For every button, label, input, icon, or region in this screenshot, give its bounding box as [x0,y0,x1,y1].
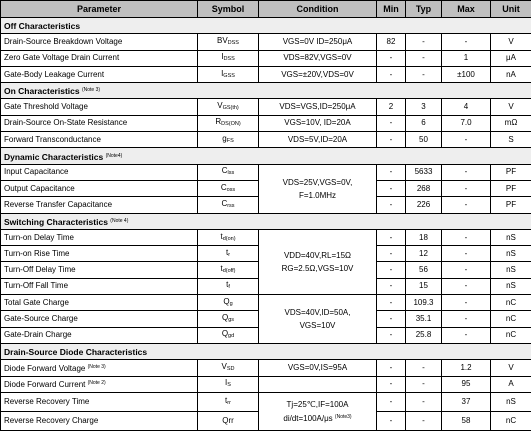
symbol-sub: g [229,300,233,307]
param-cell: Reverse Recovery Time [1,392,198,411]
symbol-sub: rss [227,202,235,209]
symbol-sub: SD [226,365,235,372]
condition-cell: VDS=82V,VGS=0V [259,50,377,66]
typ-cell: 35.1 [406,311,442,327]
condition-line: RG=2.5Ω,VGS=10V [281,263,354,273]
typ-cell: 56 [406,262,442,278]
min-cell: - [377,50,406,66]
typ-cell: 3 [406,99,442,115]
section-title-text: On Characteristics [4,86,80,97]
typ-cell: - [406,411,442,430]
min-cell: - [377,229,406,245]
param-text: Diode Forward Voltage [4,363,86,373]
max-cell: - [442,34,491,50]
min-cell: - [377,246,406,262]
symbol-sub: DSS [227,39,239,46]
min-cell: 82 [377,34,406,50]
max-cell: - [442,311,491,327]
symbol-main: I [221,68,224,78]
typ-cell: - [406,392,442,411]
typ-cell: 268 [406,180,442,196]
max-cell: 37 [442,392,491,411]
table-row [1,360,531,376]
table-row [1,295,531,311]
min-cell: - [377,311,406,327]
table-row [1,34,531,50]
param-note: (Note 2) [87,380,106,387]
min-cell: - [377,327,406,343]
min-cell: - [377,66,406,82]
param-cell: Gate Threshold Voltage [1,99,198,115]
condition-cell: VGS=10V, ID=20A [259,115,377,131]
min-cell: - [377,132,406,148]
condition-line: VDS=40V,ID=50A, [284,307,351,317]
max-cell: - [442,180,491,196]
table-row [1,50,531,66]
symbol-sub: gd [228,333,235,340]
unit-cell: PF [491,164,531,180]
param-cell: Turn-Off Fall Time [1,278,198,294]
typ-cell: 226 [406,197,442,213]
symbol-cell [198,295,259,311]
symbol-cell [198,50,259,66]
symbol-sub: d(off) [222,268,236,275]
max-cell: ±100 [442,66,491,82]
symbol-cell [198,327,259,343]
symbol-main: t [226,280,229,290]
param-cell: Reverse Transfer Capacitance [1,197,198,213]
condition-line: VDS=25V,VGS=0V, [282,177,353,187]
table-row [1,229,531,245]
typ-cell: 12 [406,246,442,262]
section-title [1,343,531,359]
symbol-sub: DSS [223,56,235,63]
unit-cell: V [491,34,531,50]
symbol-main: Q [221,329,229,339]
param-cell [1,360,198,376]
symbol-cell [198,311,259,327]
section-dynamic [1,148,531,164]
param-cell: Gate-Body Leakage Current [1,66,198,82]
symbol-main: t [220,264,223,274]
symbol-main: C [221,198,228,208]
max-cell: - [442,246,491,262]
unit-cell: nA [491,66,531,82]
symbol-cell: Qrr [198,411,259,430]
unit-cell: PF [491,197,531,213]
param-cell: Turn-on Rise Time [1,246,198,262]
section-diode [1,343,531,359]
symbol-cell [198,115,259,131]
symbol-sub: rr [227,399,231,406]
unit-cell: μA [491,50,531,66]
max-cell: - [442,197,491,213]
condition-note: (Note3) [334,413,352,420]
param-cell: Total Gate Charge [1,295,198,311]
symbol-cell [198,132,259,148]
typ-cell: 15 [406,278,442,294]
min-cell: - [377,392,406,411]
unit-cell: nC [491,327,531,343]
min-cell: - [377,164,406,180]
symbol-cell [198,164,259,180]
typ-cell: - [406,376,442,392]
symbol-cell [198,392,259,411]
typ-cell: - [406,34,442,50]
header-unit: Unit [491,1,531,18]
max-cell: - [442,229,491,245]
max-cell: 58 [442,411,491,430]
typ-cell: 18 [406,229,442,245]
condition-cell: VGS=±20V,VDS=0V [259,66,377,82]
unit-cell: nS [491,262,531,278]
symbol-cell [198,197,259,213]
table-row [1,99,531,115]
symbol-main: g [222,133,227,143]
condition-line: F=1.0MHz [298,190,337,200]
unit-cell: nC [491,295,531,311]
param-cell: Reverse Recovery Charge [1,411,198,430]
typ-cell: 50 [406,132,442,148]
max-cell: - [442,327,491,343]
condition-cell-capacitance [259,164,377,213]
param-cell [1,376,198,392]
unit-cell: nC [491,311,531,327]
typ-cell: 25.8 [406,327,442,343]
unit-cell: nS [491,392,531,411]
symbol-main: t [225,247,229,257]
unit-cell: V [491,360,531,376]
max-cell: - [442,164,491,180]
typ-cell: - [406,50,442,66]
symbol-cell [198,34,259,50]
section-note: (Note 4) [110,217,129,224]
unit-cell: S [491,132,531,148]
condition-cell: VGS=0V,IS=95A [259,360,377,376]
symbol-main: R [215,117,222,127]
symbol-main: I [221,52,224,62]
min-cell: - [377,295,406,311]
unit-cell: A [491,376,531,392]
section-title-text: Off Characteristics [4,20,81,31]
condition-cell-gate-charge [259,295,377,344]
condition-cell: VDS=5V,ID=20A [259,132,377,148]
symbol-cell [198,246,259,262]
symbol-cell [198,278,259,294]
param-cell: Gate-Drain Charge [1,327,198,343]
max-cell: - [442,262,491,278]
table-row [1,132,531,148]
section-title [1,148,531,164]
param-cell: Drain-Source Breakdown Voltage [1,34,198,50]
typ-cell: - [406,66,442,82]
unit-cell: PF [491,180,531,196]
condition-line: di/dt=100A/μs [283,413,333,423]
symbol-cell [198,229,259,245]
symbol-sub: f [228,284,230,291]
section-title-text: Switching Characteristics [4,216,108,227]
symbol-sub: d(on) [222,235,236,242]
symbol-main: BV [217,35,228,45]
symbol-main: t [220,231,223,241]
symbol-sub: GS(th) [222,105,239,112]
header-max: Max [442,1,491,18]
condition-cell: VGS=0V ID=250μA [259,34,377,50]
param-cell: Input Capacitance [1,164,198,180]
section-note: (Note4) [105,152,123,159]
condition-line: VGS=10V [299,320,336,330]
param-cell: Turn-Off Delay Time [1,262,198,278]
param-cell: Drain-Source On-State Resistance [1,115,198,131]
symbol-sub: gs [228,316,235,323]
min-cell: - [377,360,406,376]
max-cell: 1 [442,50,491,66]
min-cell: - [377,197,406,213]
symbol-cell [198,360,259,376]
min-cell: - [377,278,406,294]
table-row [1,66,531,82]
section-title [1,213,531,229]
table-row [1,164,531,180]
symbol-main: I [225,378,228,388]
max-cell: 1.2 [442,360,491,376]
symbol-main: V [217,101,223,111]
symbol-sub: GSS [223,72,235,79]
section-on [1,83,531,99]
min-cell: - [377,262,406,278]
symbol-sub: r [228,251,231,258]
max-cell: - [442,132,491,148]
symbol-main: t [225,395,228,405]
param-note: (Note 3) [87,363,106,370]
section-switching [1,213,531,229]
unit-cell: nS [491,246,531,262]
param-cell: Forward Transconductance [1,132,198,148]
max-cell: 7.0 [442,115,491,131]
max-cell: - [442,278,491,294]
symbol-main: V [221,361,227,371]
header-symbol: Symbol [198,1,259,18]
section-title-text: Dynamic Characteristics [4,151,104,162]
min-cell: - [377,180,406,196]
section-off [1,18,531,34]
param-cell: Zero Gate Voltage Drain Current [1,50,198,66]
typ-cell: 6 [406,115,442,131]
condition-cell: VDS=VGS,ID=250μA [259,99,377,115]
param-cell: Gate-Source Charge [1,311,198,327]
unit-cell: V [491,99,531,115]
param-text: Diode Forward Current [4,380,86,390]
condition-cell-reverse-recovery [259,392,377,430]
max-cell: 95 [442,376,491,392]
symbol-sub: FS [226,137,234,144]
condition-cell-empty [259,376,377,392]
max-cell: - [442,295,491,311]
condition-line: Tj=25℃,IF=100A [286,399,349,409]
symbol-cell [198,180,259,196]
table-row [1,115,531,131]
param-cell: Turn-on Delay Time [1,229,198,245]
header-typ: Typ [406,1,442,18]
symbol-main: Q [223,296,230,306]
condition-line: VDD=40V,RL=15Ω [283,250,352,260]
header-min: Min [377,1,406,18]
typ-cell: - [406,360,442,376]
section-title [1,83,531,99]
section-title-text: Drain-Source Diode Characteristics [4,346,148,357]
table-row [1,392,531,411]
typ-cell: 5633 [406,164,442,180]
symbol-cell [198,66,259,82]
symbol-main: Q [221,312,229,322]
symbol-main: C [220,182,227,192]
unit-cell: nC [491,411,531,430]
symbol-cell [198,262,259,278]
symbol-main: C [221,166,228,176]
unit-cell: nS [491,229,531,245]
unit-cell: nS [491,278,531,294]
symbol-cell [198,99,259,115]
symbol-sub: DS(ON) [221,121,241,128]
header-condition: Condition [259,1,377,18]
unit-cell: mΩ [491,115,531,131]
section-note: (Note 3) [81,87,101,94]
min-cell: 2 [377,99,406,115]
typ-cell: 109.3 [406,295,442,311]
min-cell: - [377,115,406,131]
symbol-sub: oss [226,186,236,193]
symbol-sub: S [227,382,231,389]
param-cell: Output Capacitance [1,180,198,196]
min-cell: - [377,411,406,430]
table-row [1,376,531,392]
min-cell: - [377,376,406,392]
section-title [1,18,531,34]
header-parameter: Parameter [1,1,198,18]
max-cell: 4 [442,99,491,115]
symbol-cell [198,376,259,392]
condition-cell-switching [259,229,377,294]
symbol-sub: lss [227,170,235,177]
header-row [1,1,531,18]
